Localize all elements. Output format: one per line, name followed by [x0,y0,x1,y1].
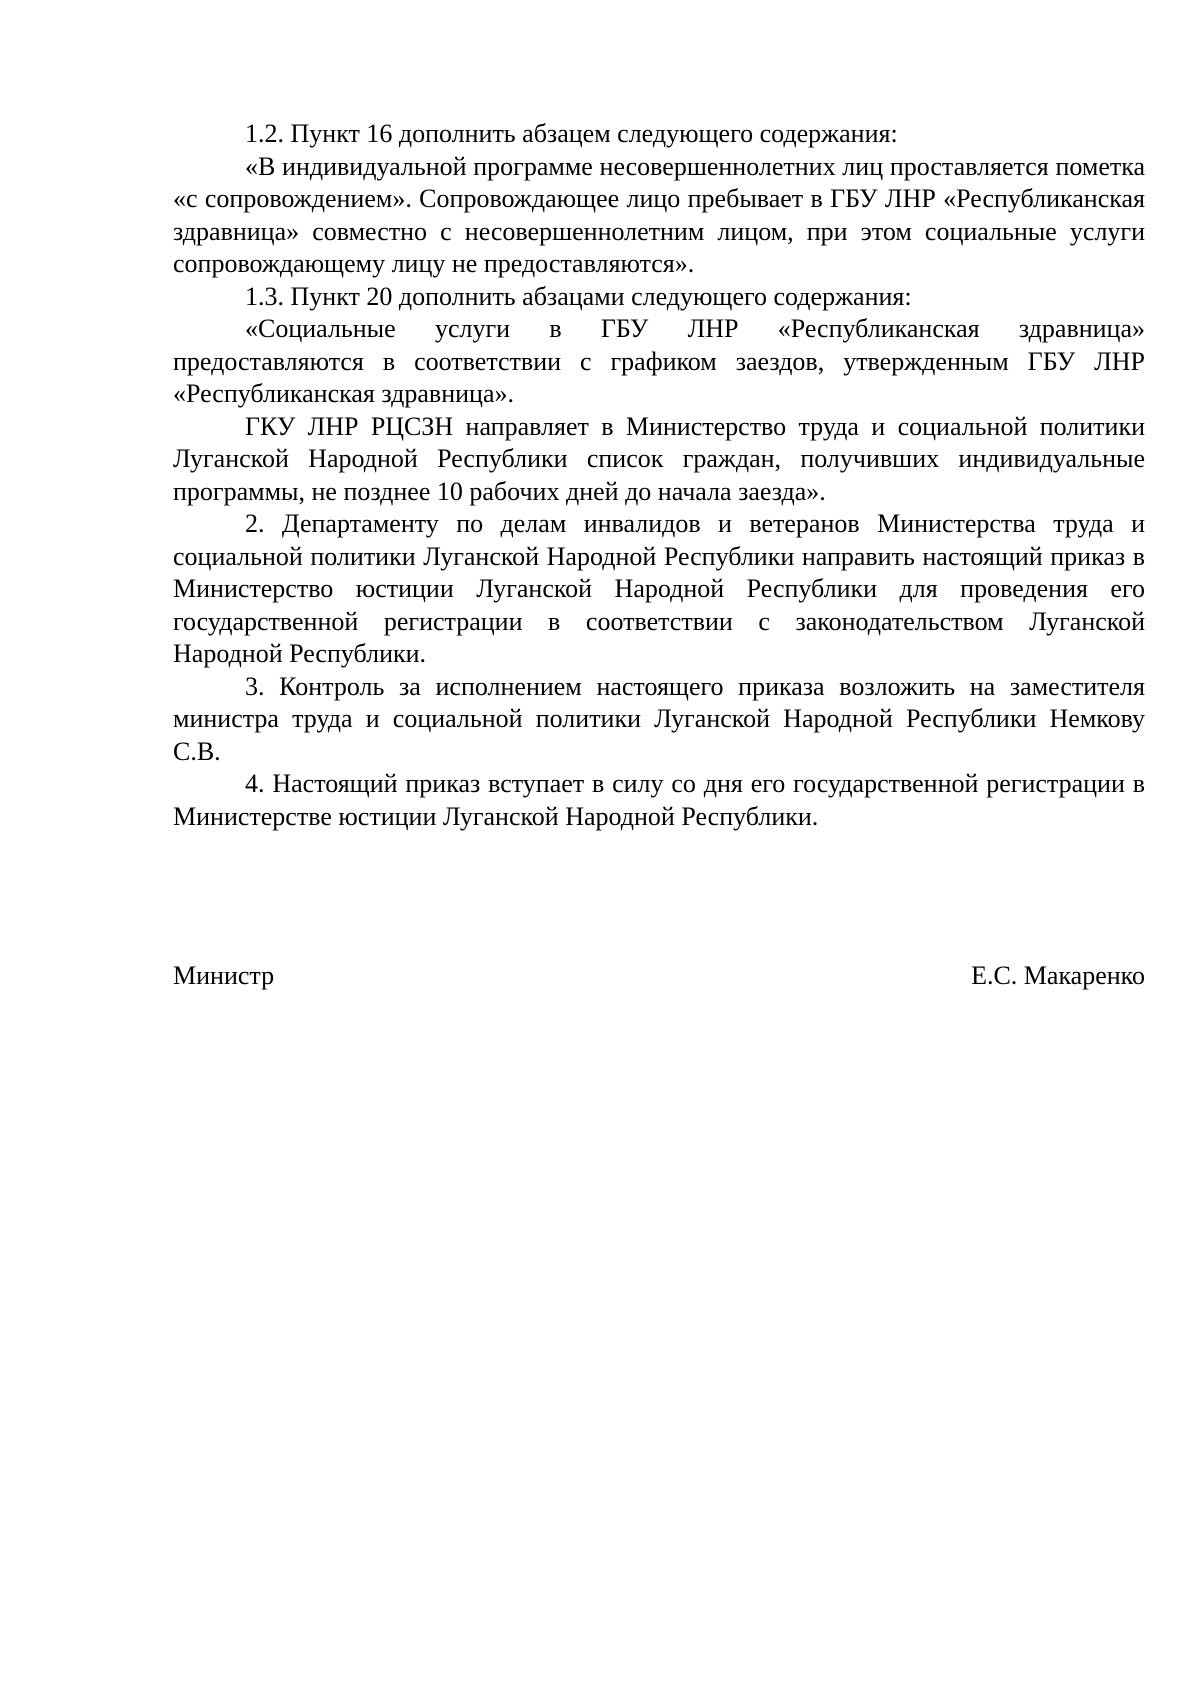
signature-block [173,960,1145,996]
paragraph-1-3-text-a: «Социальные услуги в ГБУ ЛНР «Республиканская здравница» предоставляются в соответствии с графиком заездов, утвержденным ГБУ ЛНР «Республиканская здравница». [173,314,1145,408]
paragraph-1-2-text: «В индивидуальной программе несовершеннолетних лиц проставляется пометка «с сопровождением». Сопровождающее лицо пребывает в ГБУ ЛНР «Республиканская здравница» совместно с несовершеннолетним лицом, при этом социальные услуги сопровождающему лицу не предоставляются». [173,151,1145,278]
paragraph-2: 2. Департаменту по делам инвалидов и ветеранов Министерства труда и социальной политики Луганской Народной Республики направить настоящий приказ в Министерство юстиции Луганской Народной Республики для проведения его государственной регистрации в соответствии с законодательством Луганской Народной Республики. [173,509,1145,668]
signer-name: Е.С. Макаренко [971,961,1145,990]
paragraph-1-2-heading: 1.2. Пункт 16 дополнить абзацем следующего содержания: [245,119,898,148]
document-body [173,118,1145,833]
paragraph-1-3-heading: 1.3. Пункт 20 дополнить абзацами следующего содержания: [245,281,912,311]
paragraph-3: 3. Контроль за исполнением настоящего приказа возложить на заместителя министра труда и социальной политики Луганской Народной Республики Немкову С.В. [173,671,1145,766]
paragraph-1-3-text-b: ГКУ ЛНР РЦСЗН направляет в Министерство труда и социальной политики Луганской Народной Республики список граждан, получивших индивидуальные программы, не позднее 10 рабочих дней до начала заезда». [173,411,1145,506]
paragraph-4: 4. Настоящий приказ вступает в силу со дня его государственной регистрации в Министерстве юстиции Луганской Народной Республики. [173,769,1145,831]
signer-title: Министр [173,961,275,990]
